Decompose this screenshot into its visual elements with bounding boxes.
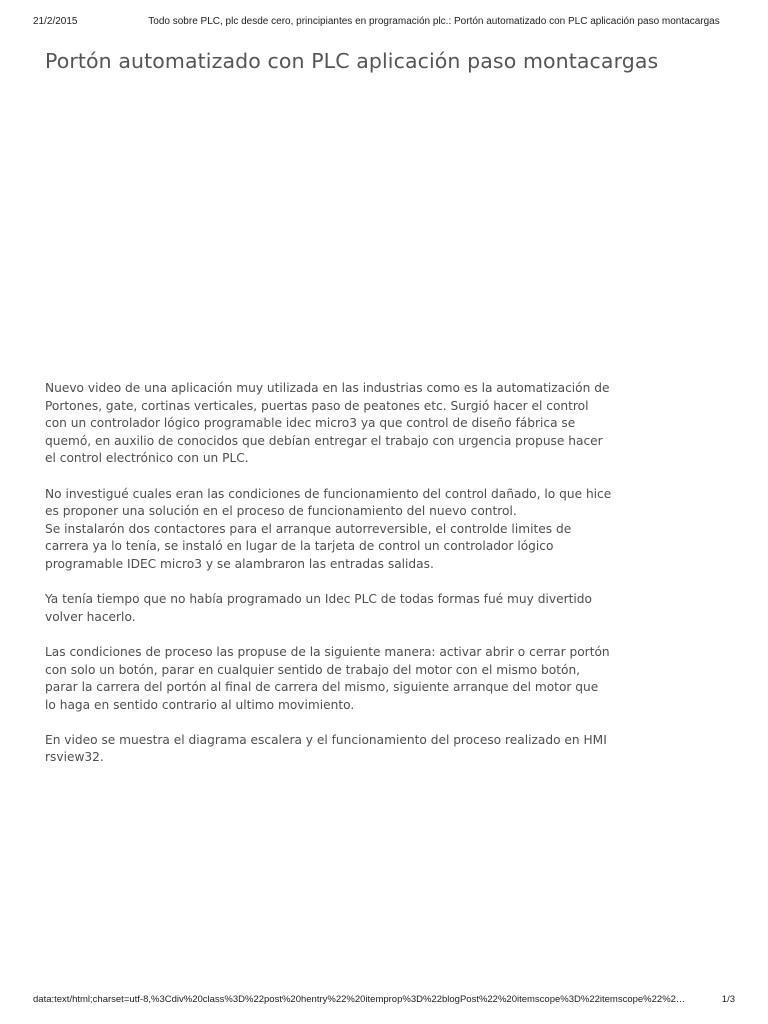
paragraph-line: En video se muestra el diagrama escalera y el funcionamiento del proceso realizado en HMI	[45, 732, 607, 747]
paragraph-line: volver hacerlo.	[45, 609, 136, 624]
paragraph-line: Nuevo video de una aplicación muy utilizada en las industrias como es la automatización de	[45, 381, 610, 395]
post-body	[45, 380, 615, 785]
embedded-video-area	[45, 88, 605, 368]
paragraph-line: Las condiciones de proceso las propuse de la siguiente manera: activar abrir o cerrar portón	[45, 644, 610, 659]
print-source-url: data:text/html;charset=utf-8,%3Cdiv%20class%3D%22post%20hentry%22%20itemprop%3D%22blogPost%22%20itemscope%3D%22itemscope%22%2…	[33, 994, 686, 1005]
paragraph-line: con solo un botón, parar en cualquier sentido de trabajo del motor con el mismo botón,	[45, 662, 581, 677]
paragraph	[45, 732, 615, 767]
paragraph-line: No investigué cuales eran las condiciones de funcionamiento del control dañado, lo que hice	[45, 486, 612, 501]
paragraph-line: carrera ya lo tenía, se instaló en lugar de la tarjeta de control un controlador lógico	[45, 539, 554, 554]
paragraph-line: el control electrónico con un PLC.	[45, 451, 249, 466]
paragraph-line: rsview32.	[45, 750, 104, 765]
paragraph	[45, 380, 615, 468]
paragraph-line: Se instalarón dos contactores para el arranque autorreversible, el controlde limites de	[45, 521, 572, 536]
page-number: 1/3	[721, 994, 735, 1005]
print-header	[33, 16, 735, 30]
paragraph-line: Portones, gate, cortinas verticales, puertas paso de peatones etc. Surgió hacer el control	[45, 398, 589, 413]
paragraph-line: lo haga en sentido contrario al ultimo movimiento.	[45, 697, 355, 712]
paragraph-line: parar la carrera del portón al final de carrera del mismo, siguiente arranque del motor que	[45, 680, 599, 695]
paragraph-line: es proponer una solución en el proceso de funcionamiento del nuevo control.	[45, 504, 517, 519]
paragraph	[45, 644, 615, 714]
paragraph	[45, 591, 615, 626]
paragraph-line: con un controlador lógico programable idec micro3 ya que control de diseño fábrica se	[45, 416, 576, 431]
paragraph-line: Ya tenía tiempo que no había programado un Idec PLC de todas formas fué muy divertido	[45, 592, 592, 607]
print-document-title: Todo sobre PLC, plc desde cero, principiantes en programación plc.: Portón automatizado con PLC aplicación paso montacargas	[148, 16, 720, 27]
print-footer	[33, 994, 735, 1008]
post-title: Portón automatizado con PLC aplicación paso montacargas	[45, 49, 659, 73]
print-date: 21/2/2015	[33, 16, 78, 27]
paragraph	[45, 486, 615, 574]
paragraph-line: programable IDEC micro3 y se alambraron las entradas salidas.	[45, 556, 434, 571]
paragraph-line: quemó, en auxilio de conocidos que debían entregar el trabajo con urgencia propuse hacer	[45, 433, 603, 448]
